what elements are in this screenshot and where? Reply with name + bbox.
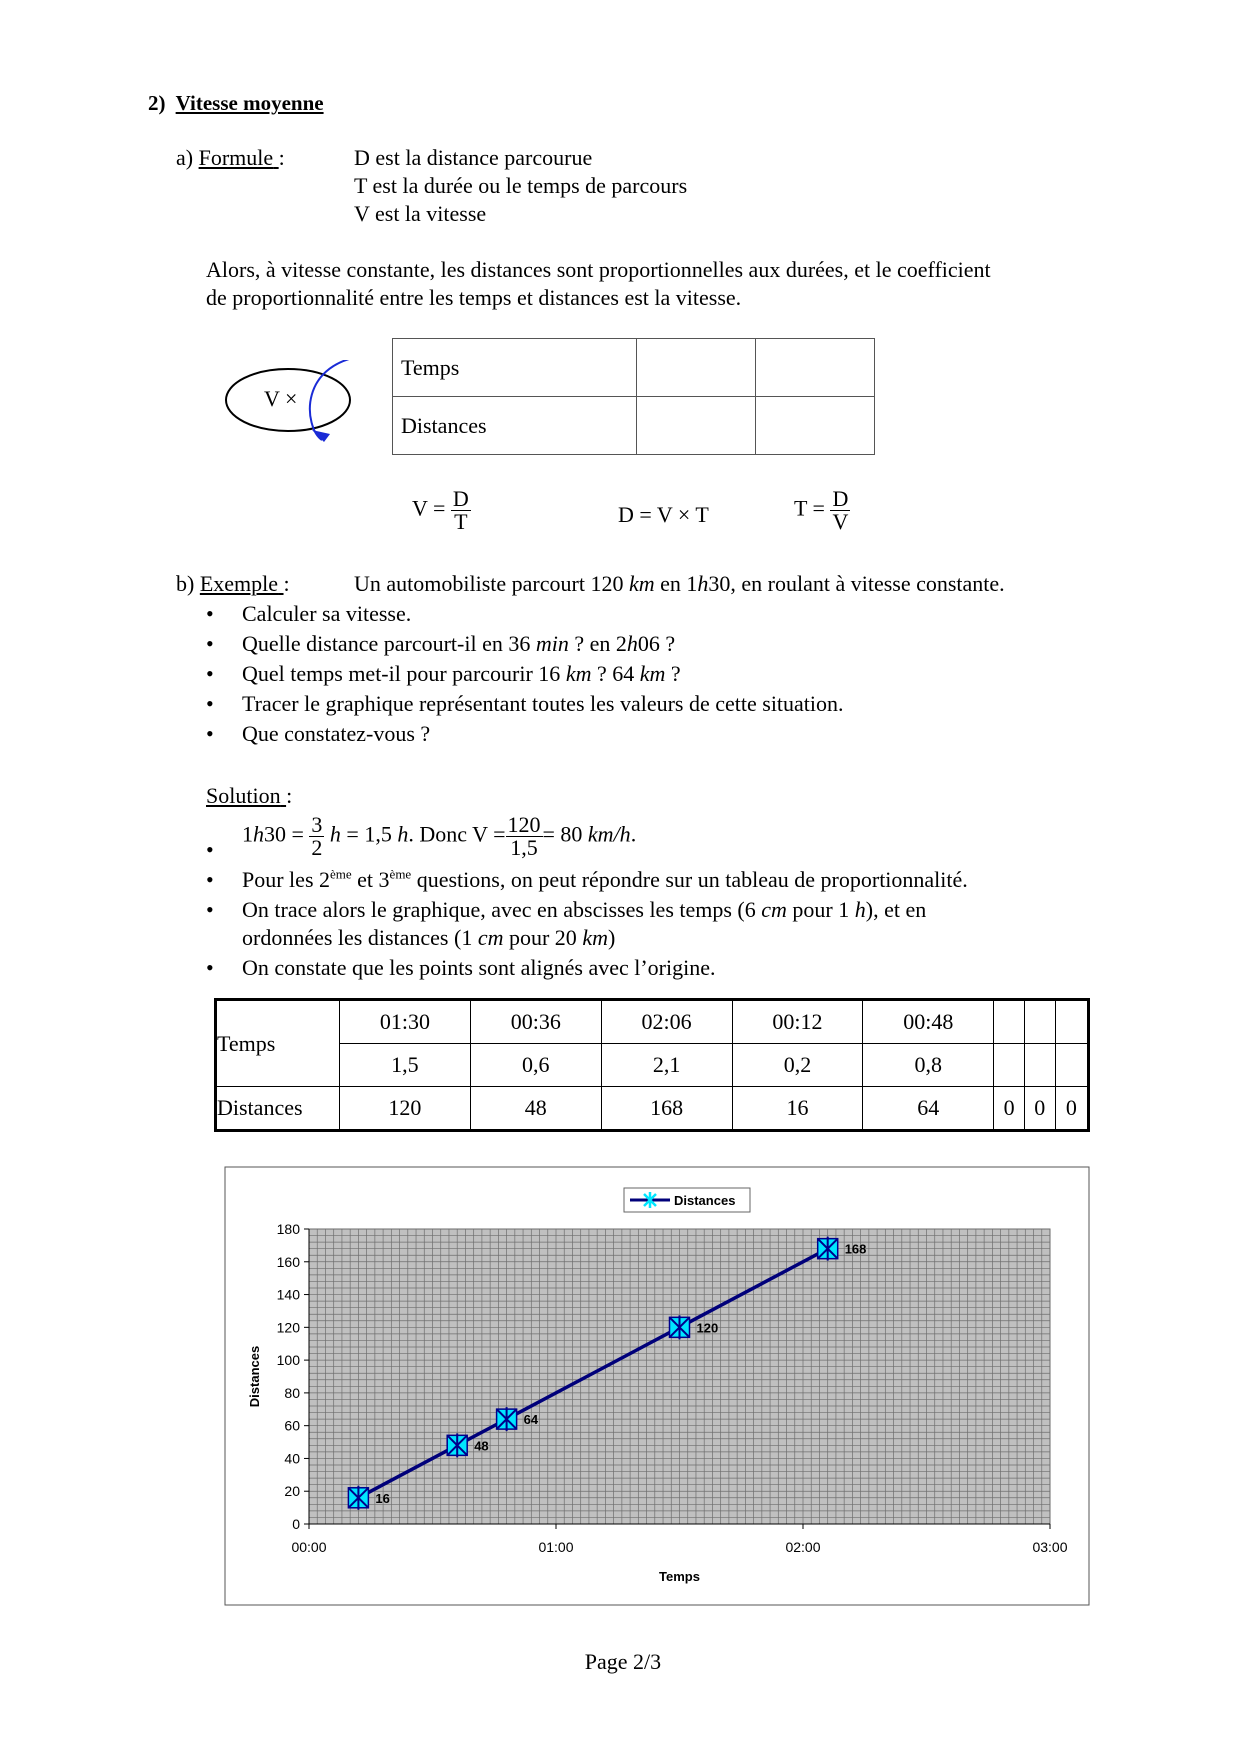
- section-number: 2): [148, 91, 166, 115]
- ratio-table-distances: Distances: [393, 397, 637, 455]
- question-text: Quel temps met-il pour parcourir 16: [242, 661, 566, 686]
- question-text: ? en 2: [568, 631, 627, 656]
- question-list: [206, 600, 1142, 748]
- proportionality-table: [214, 998, 1090, 1132]
- solution-text: On trace alors le graphique, avec en abscisses les temps (6: [242, 897, 762, 922]
- distance-cell: 0: [1024, 1087, 1055, 1131]
- time-cell: [1024, 1000, 1055, 1044]
- solution-text: Pour les 2: [242, 867, 330, 892]
- unit-h: h: [697, 571, 709, 596]
- data-label: 64: [523, 1412, 539, 1428]
- legend-label: Distances: [674, 1193, 736, 1208]
- question-text: 06 ?: [637, 631, 676, 656]
- unit-cm: cm: [477, 925, 504, 950]
- ratio-table-cell: [756, 397, 875, 455]
- distance-cell: 0: [1055, 1087, 1088, 1131]
- solution-text: = 80: [542, 821, 588, 847]
- x-tick-label: 00:00: [291, 1539, 327, 1555]
- def-d: D est la distance parcourue: [354, 145, 593, 170]
- solution-heading: [206, 782, 292, 810]
- solution-colon: :: [286, 783, 293, 808]
- fraction-numerator: 3: [311, 812, 323, 837]
- intro-text: en 1: [654, 571, 698, 596]
- def-v: V est la vitesse: [354, 201, 487, 226]
- question-text: Quelle distance parcourt-il en 36: [242, 631, 536, 656]
- unit-km: km: [639, 661, 666, 686]
- x-tick-label: 01:00: [538, 1539, 574, 1555]
- solution-text: = 1,5: [340, 821, 398, 847]
- solution-text: ordonnées les distances (1: [242, 925, 478, 950]
- list-item: • Quel temps met-il pour parcourir 16 km ? 64 km ?: [206, 661, 681, 686]
- unit-h: h: [854, 897, 866, 922]
- unit-h: h: [397, 821, 409, 847]
- fraction-120-15: [506, 814, 543, 859]
- y-axis-label: Distances: [247, 1345, 262, 1408]
- y-tick-label: 20: [284, 1483, 300, 1500]
- hours-cell: [1024, 1044, 1055, 1087]
- solution-text: 1: [242, 821, 253, 847]
- part-b-label: b): [176, 571, 195, 596]
- y-tick-label: 100: [276, 1352, 300, 1369]
- y-tick-label: 180: [276, 1221, 300, 1237]
- row-label-temps: Temps: [216, 1000, 340, 1087]
- part-a-title: Formule: [198, 145, 274, 170]
- part-a-colon: :: [278, 145, 285, 170]
- hours-cell: 1,5: [340, 1044, 471, 1087]
- part-b-title: Exemple: [199, 571, 279, 596]
- fraction-denominator: V: [832, 509, 849, 534]
- section-title-text: Vitesse moyenne: [175, 91, 324, 115]
- question-text: ? 64: [591, 661, 640, 686]
- list-item: • Pour les 2ème et 3ème questions, on peut répondre sur un tableau de proportionnalité.: [206, 866, 968, 892]
- formula-d: D = V × T: [618, 502, 709, 527]
- distance-cell: 120: [340, 1087, 471, 1131]
- time-cell: [1055, 1000, 1088, 1044]
- part-a-heading: [176, 144, 285, 172]
- fraction-numerator: D: [832, 486, 849, 511]
- part-b-heading: [176, 570, 290, 598]
- solution-text: ), et en: [865, 897, 927, 922]
- solution-text: questions, on peut répondre sur un tableau de proportionnalité.: [411, 867, 968, 892]
- hours-cell: 2,1: [601, 1044, 732, 1087]
- ratio-table-cell: [756, 339, 875, 397]
- data-label: 168: [844, 1241, 867, 1257]
- multiply-arrow: [310, 360, 372, 440]
- part-a-label: a): [176, 145, 194, 170]
- ratio-table-temps: Temps: [393, 339, 637, 397]
- time-cell: [994, 1000, 1025, 1044]
- superscript: ème: [389, 866, 412, 882]
- distance-cell: 48: [470, 1087, 601, 1131]
- hours-cell: [994, 1044, 1025, 1087]
- y-tick-label: 140: [276, 1286, 300, 1303]
- fraction-numerator: 120: [507, 812, 541, 837]
- fraction-denominator: T: [454, 509, 468, 534]
- intro-text: Un automobiliste parcourt 120: [354, 571, 629, 596]
- list-item: • On constate que les points sont alignés avec l’origine.: [206, 955, 716, 980]
- superscript: ème: [330, 866, 352, 882]
- hours-cell: 0,8: [863, 1044, 994, 1087]
- unit-min: min: [535, 631, 569, 656]
- distance-cell: 64: [863, 1087, 994, 1131]
- fraction-denominator: 2: [311, 835, 323, 860]
- question-text: Calculer sa vitesse.: [242, 601, 412, 626]
- hours-cell: 0,2: [732, 1044, 863, 1087]
- ratio-table-cell: [637, 339, 756, 397]
- ellipse-label: V ×: [264, 386, 298, 411]
- unit-h: h: [253, 821, 264, 847]
- data-label: 16: [375, 1490, 390, 1506]
- formula-t-fraction: [830, 488, 850, 533]
- row-label-distances: Distances: [216, 1087, 340, 1131]
- fraction-numerator: D: [452, 486, 469, 511]
- x-tick-label: 02:00: [785, 1539, 821, 1555]
- list-item: • Quelle distance parcourt-il en 36 min ? en 2h06 ?: [206, 631, 676, 656]
- formula-v-lhs: V =: [412, 495, 446, 521]
- unit-h: h: [324, 821, 341, 847]
- time-cell: 00:12: [732, 1000, 863, 1044]
- list-item: • On trace alors le graphique, avec en abscisses les temps (6 cm pour 1 h), et en ordonnées les distances (1 cm pour 20 km): [206, 897, 927, 950]
- fraction-3-2: [309, 814, 324, 859]
- example-intro: [354, 570, 1005, 598]
- unit-cm: cm: [761, 897, 787, 922]
- solution-text: 30 =: [264, 821, 304, 847]
- paragraph-line-2: de proportionnalité entre les temps et distances est la vitesse.: [206, 285, 742, 310]
- paragraph-line-1: Alors, à vitesse constante, les distances sont proportionnelles aux durées, et le coefficient: [206, 257, 991, 282]
- definitions: [354, 144, 687, 228]
- unit-km: km: [565, 661, 592, 686]
- solution-text: pour 1: [786, 897, 855, 922]
- fraction-denominator: 1,5: [510, 835, 538, 860]
- def-t: T est la durée ou le temps de parcours: [354, 173, 688, 198]
- solution-text: . Donc V =: [408, 821, 506, 847]
- section-title: [148, 89, 324, 117]
- distance-cell: 168: [601, 1087, 732, 1131]
- list-item: • Que constatez-vous ?: [206, 721, 431, 746]
- distance-time-chart: [224, 1166, 1090, 1606]
- y-tick-label: 0: [292, 1516, 300, 1532]
- formula-v-fraction: [451, 488, 471, 533]
- time-cell: 00:48: [863, 1000, 994, 1044]
- solution-text: ): [607, 925, 616, 950]
- unit-kmh: km/h: [587, 821, 631, 847]
- part-b-colon: :: [283, 571, 290, 596]
- question-text: Que constatez-vous ?: [242, 721, 431, 746]
- y-tick-label: 80: [284, 1384, 300, 1401]
- formula-t: [794, 488, 850, 533]
- question-text: ?: [665, 661, 681, 686]
- distance-cell: 16: [732, 1087, 863, 1131]
- x-axis-label: Temps: [659, 1569, 700, 1584]
- list-item: • Calculer sa vitesse.: [206, 601, 412, 626]
- unit-km: km: [582, 925, 608, 950]
- ratio-table-cell: [637, 397, 756, 455]
- y-tick-label: 40: [284, 1450, 300, 1467]
- unit-h: h: [626, 631, 638, 656]
- x-tick-label: 03:00: [1032, 1539, 1068, 1555]
- page-number: Page 2/3: [584, 1649, 662, 1674]
- time-cell: 02:06: [601, 1000, 732, 1044]
- time-cell: 00:36: [470, 1000, 601, 1044]
- solution-text: .: [630, 821, 637, 847]
- list-item: • Tracer le graphique représentant toutes les valeurs de cette situation.: [206, 691, 844, 716]
- distance-cell: 0: [994, 1087, 1025, 1131]
- data-label: 48: [474, 1438, 489, 1454]
- formula-t-lhs: T =: [794, 495, 825, 521]
- question-text: Tracer le graphique représentant toutes les valeurs de cette situation.: [242, 691, 844, 716]
- data-label: 120: [696, 1320, 719, 1336]
- hours-cell: [1055, 1044, 1088, 1087]
- solution-list: [206, 866, 1142, 982]
- intro-text: 30, en roulant à vitesse constante.: [708, 571, 1005, 596]
- solution-text: On constate que les points sont alignés avec l’origine.: [242, 955, 716, 980]
- solution-text: pour 20: [503, 925, 583, 950]
- ratio-table: [392, 338, 875, 455]
- paragraph: [206, 256, 1166, 312]
- ratio-diagram: [220, 360, 400, 470]
- solution-title: Solution: [206, 783, 281, 808]
- solution-text: et 3: [351, 867, 390, 892]
- formula-v: [412, 488, 471, 533]
- y-tick-label: 60: [284, 1417, 300, 1434]
- y-tick-label: 120: [276, 1319, 300, 1336]
- hours-cell: 0,6: [470, 1044, 601, 1087]
- time-cell: 01:30: [340, 1000, 471, 1044]
- y-tick-label: 160: [276, 1253, 300, 1270]
- unit-km: km: [628, 571, 655, 596]
